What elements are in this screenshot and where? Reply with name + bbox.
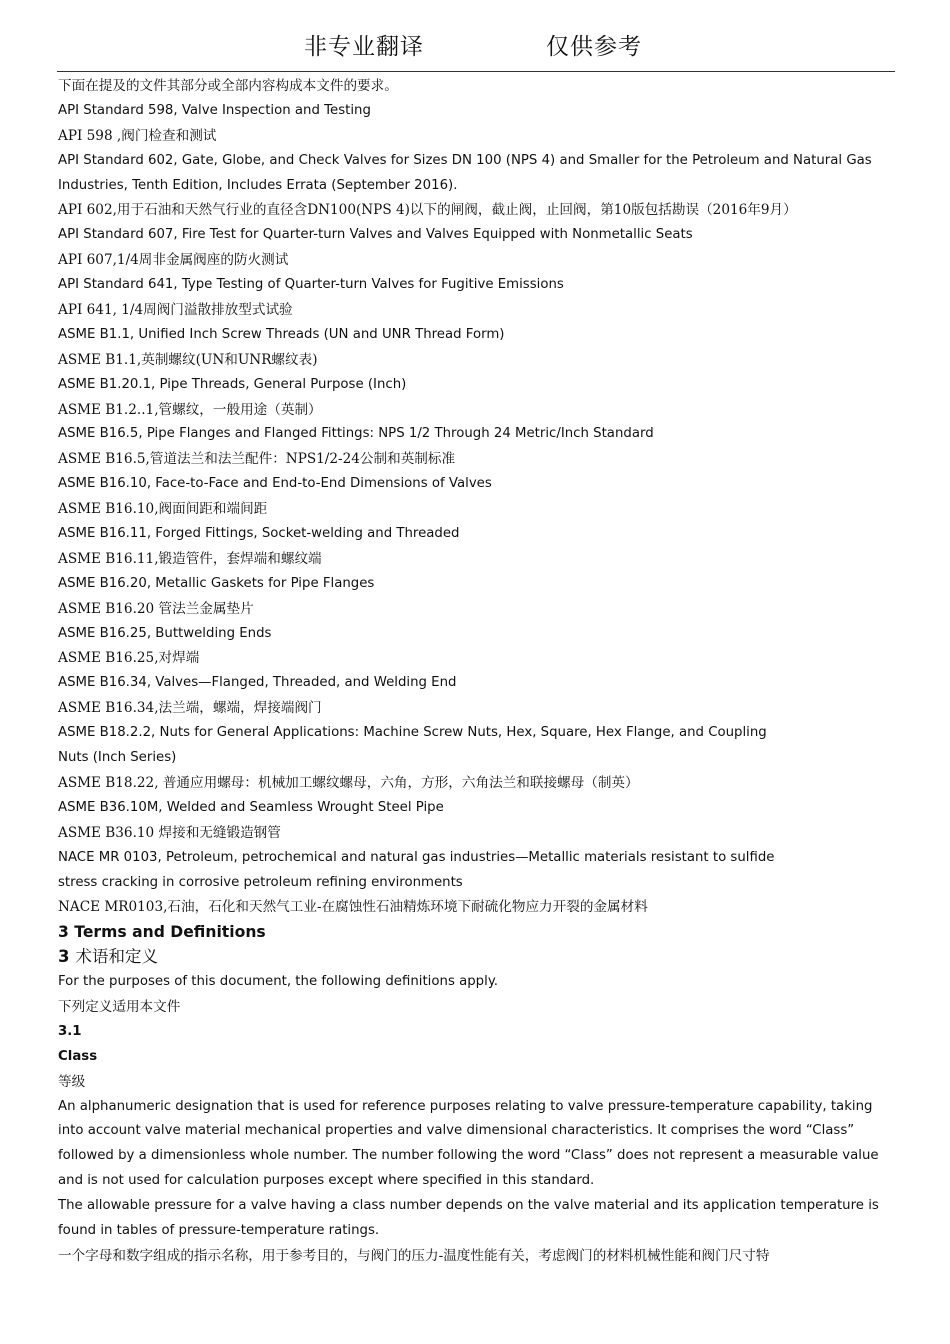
reference-line: ASME B36.10M, Welded and Seamless Wrought Steel Pipe	[58, 799, 444, 815]
reference-line: ASME B16.10, Face-to-Face and End-to-End Dimensions of Valves	[58, 476, 492, 492]
reference-line: ASME B1.2..1,管螺纹，一般用途（英制）	[58, 401, 322, 418]
definition-en-2: The allowable pressure for a valve having a class number depends on the valve material and its application temperature is found in tables of pressure-temperature ratings.	[58, 1198, 879, 1239]
reference-line: API Standard 602, Gate, Globe, and Check Valves for Sizes DN 100 (NPS 4) and Smaller for the Petroleum and Natural Gas	[58, 152, 872, 168]
reference-line: 下面在提及的文件其部分或全部内容构成本文件的要求。	[58, 78, 398, 94]
reference-line: Industries, Tenth Edition, Includes Errata (September 2016).	[58, 177, 458, 193]
reference-line: ASME B18.22, 普通应用螺母：机械加工螺纹螺母，六角，方形，六角法兰和联接螺母（制英）	[58, 774, 639, 791]
definition-en: An alphanumeric designation that is used for reference purposes relating to valve pressure-temperature capability, taking into account valve material mechanical properties and valve dimensional characteristics. It comprises the word “Class” followed by a dimensionless whole number. The number following the word “Class” does not represent a measurable value and is not used for calculation purposes except where specified in this standard.	[58, 1098, 879, 1189]
reference-line: ASME B36.10 焊接和无缝锻造钢管	[58, 824, 281, 841]
section-heading-zh-number: 3	[58, 947, 70, 967]
reference-line: API Standard 641, Type Testing of Quarter-turn Valves for Fugitive Emissions	[58, 277, 564, 293]
reference-line: API 607,1/4周非金属阀座的防火测试	[58, 252, 289, 269]
reference-line: API 602,用于石油和天然气行业的直径含DN100(NPS 4)以下的闸阀，截止阀，止回阀，第10版包括勘误（2016年9月）	[58, 202, 797, 219]
reference-line: ASME B16.20, Metallic Gaskets for Pipe Flanges	[58, 575, 375, 591]
reference-line: ASME B16.10,阀面间距和端间距	[58, 501, 268, 518]
section-heading-zh-text: 术语和定义	[75, 947, 158, 967]
reference-line: NACE MR0103,石油，石化和天然气工业-在腐蚀性石油精炼环境下耐硫化物应力开裂的金属材料	[58, 899, 648, 916]
header-rule	[57, 71, 895, 72]
reference-line: ASME B16.5, Pipe Flanges and Flanged Fittings: NPS 1/2 Through 24 Metric/Inch Standard	[58, 426, 654, 442]
reference-line: API Standard 598, Valve Inspection and Testing	[58, 102, 371, 118]
term-title-en: Class	[58, 1048, 98, 1064]
reference-line: ASME B16.34, Valves—Flanged, Threaded, and Welding End	[58, 675, 457, 691]
section-heading-zh	[58, 945, 894, 970]
definition-zh: 一个字母和数字组成的指示名称，用于参考目的，与阀门的压力-温度性能有关，考虑阀门的材料机械性能和阀门尺寸特	[58, 1247, 770, 1264]
intro-en: For the purposes of this document, the following definitions apply.	[58, 974, 499, 990]
reference-line: API 641, 1/4周阀门溢散排放型式试验	[58, 302, 293, 319]
term-number: 3.1	[58, 1023, 82, 1039]
reference-line: ASME B1.20.1, Pipe Threads, General Purpose (Inch)	[58, 376, 407, 392]
reference-line: ASME B16.11,锻造管件，套焊端和螺纹端	[58, 550, 322, 567]
reference-line: Nuts (Inch Series)	[58, 750, 177, 766]
term-title-zh: 等级	[58, 1073, 86, 1090]
intro-zh: 下列定义适用本文件	[58, 998, 181, 1015]
reference-line: ASME B1.1, Unified Inch Screw Threads (UN and UNR Thread Form)	[58, 326, 505, 342]
document-body	[58, 74, 894, 1269]
header-left-text: 非专业翻译	[304, 34, 424, 60]
reference-line: ASME B16.34,法兰端，螺端，焊接端阀门	[58, 700, 322, 717]
reference-line: ASME B16.20 管法兰金属垫片	[58, 600, 254, 617]
reference-line: ASME B16.11, Forged Fittings, Socket-welding and Threaded	[58, 526, 460, 542]
reference-line: ASME B18.2.2, Nuts for General Applications: Machine Screw Nuts, Hex, Square, Hex Flange, and Coupling	[58, 725, 767, 741]
page-header	[0, 28, 950, 68]
reference-line: ASME B16.25, Buttwelding Ends	[58, 625, 272, 641]
normative-references	[58, 74, 894, 920]
reference-line: NACE MR 0103, Petroleum, petrochemical and natural gas industries—Metallic materials resistant to sulfide	[58, 849, 775, 865]
reference-line: stress cracking in corrosive petroleum refining environments	[58, 874, 463, 890]
reference-line: API Standard 607, Fire Test for Quarter-turn Valves and Valves Equipped with Nonmetallic Seats	[58, 227, 693, 243]
reference-line: ASME B16.25,对焊端	[58, 650, 200, 667]
reference-line: ASME B1.1,英制螺纹(UN和UNR螺纹表)	[58, 351, 318, 368]
section-heading-en: 3 Terms and Definitions	[58, 923, 266, 942]
reference-line: API 598 ,阀门检查和测试	[58, 127, 217, 144]
header-right-text: 仅供参考	[546, 34, 642, 60]
reference-line: ASME B16.5,管道法兰和法兰配件：NPS1/2-24公制和英制标准	[58, 451, 456, 468]
